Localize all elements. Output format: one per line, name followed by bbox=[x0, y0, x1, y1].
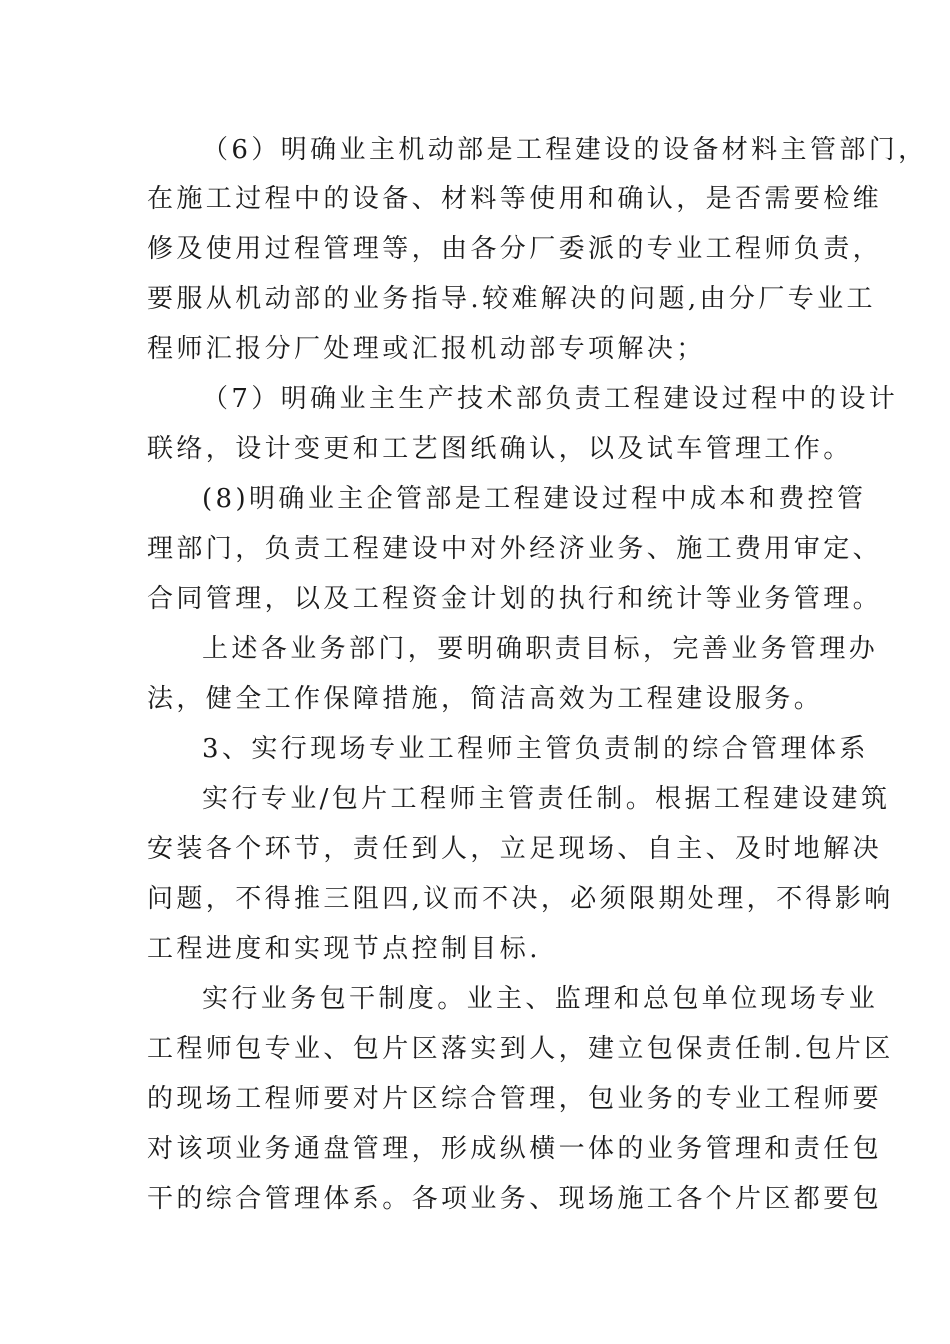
paragraph-8-line-1: (8)明确业主企管部是工程建设过程中成本和费控管 bbox=[202, 484, 867, 514]
paragraph-6-line-5: 程师汇报分厂处理或汇报机动部专项解决； bbox=[147, 334, 706, 364]
paragraph-7-line-1: （7）明确业主生产技术部负责工程建设过程中的设计 bbox=[202, 384, 899, 414]
paragraph-8-line-2: 理部门，负责工程建设中对外经济业务、施工费用审定、 bbox=[147, 534, 883, 564]
responsibility-paragraph-line-4: 工程进度和实现节点控制目标. bbox=[147, 934, 541, 964]
responsibility-paragraph-line-3: 问题，不得推三阻四,议而不决，必须限期处理，不得影响 bbox=[147, 884, 894, 914]
contract-paragraph-line-3: 的现场工程师要对片区综合管理，包业务的专业工程师要 bbox=[147, 1084, 883, 1114]
contract-paragraph-line-4: 对该项业务通盘管理，形成纵横一体的业务管理和责任包 bbox=[147, 1134, 883, 1164]
paragraph-7-line-2: 联络，设计变更和工艺图纸确认，以及试车管理工作。 bbox=[147, 434, 853, 464]
contract-paragraph-line-2: 工程师包专业、包片区落实到人，建立包保责任制.包片区 bbox=[147, 1034, 894, 1064]
contract-paragraph-line-5: 干的综合管理体系。各项业务、现场施工各个片区都要包 bbox=[147, 1184, 883, 1214]
summary-paragraph-line-1: 上述各业务部门，要明确职责目标，完善业务管理办 bbox=[202, 634, 879, 664]
paragraph-6-line-2: 在施工过程中的设备、材料等使用和确认，是否需要检维 bbox=[147, 184, 883, 214]
responsibility-paragraph-line-2: 安装各个环节，责任到人，立足现场、自主、及时地解决 bbox=[147, 834, 883, 864]
paragraph-8-line-3: 合同管理，以及工程资金计划的执行和统计等业务管理。 bbox=[147, 584, 883, 614]
paragraph-6-line-3: 修及使用过程管理等，由各分厂委派的专业工程师负责， bbox=[147, 234, 883, 264]
contract-paragraph-line-1: 实行业务包干制度。业主、监理和总包单位现场专业 bbox=[202, 984, 879, 1014]
paragraph-6-line-4: 要服从机动部的业务指导.较难解决的问题,由分厂专业工 bbox=[147, 284, 876, 314]
paragraph-6-line-1: （6）明确业主机动部是工程建设的设备材料主管部门， bbox=[202, 135, 928, 165]
summary-paragraph-line-2: 法，健全工作保障措施，简洁高效为工程建设服务。 bbox=[147, 684, 824, 714]
responsibility-paragraph-line-1: 实行专业/包片工程师主管责任制。根据工程建设建筑 bbox=[202, 784, 891, 814]
section-3-heading: 3、实行现场专业工程师主管负责制的综合管理体系 bbox=[202, 734, 869, 764]
